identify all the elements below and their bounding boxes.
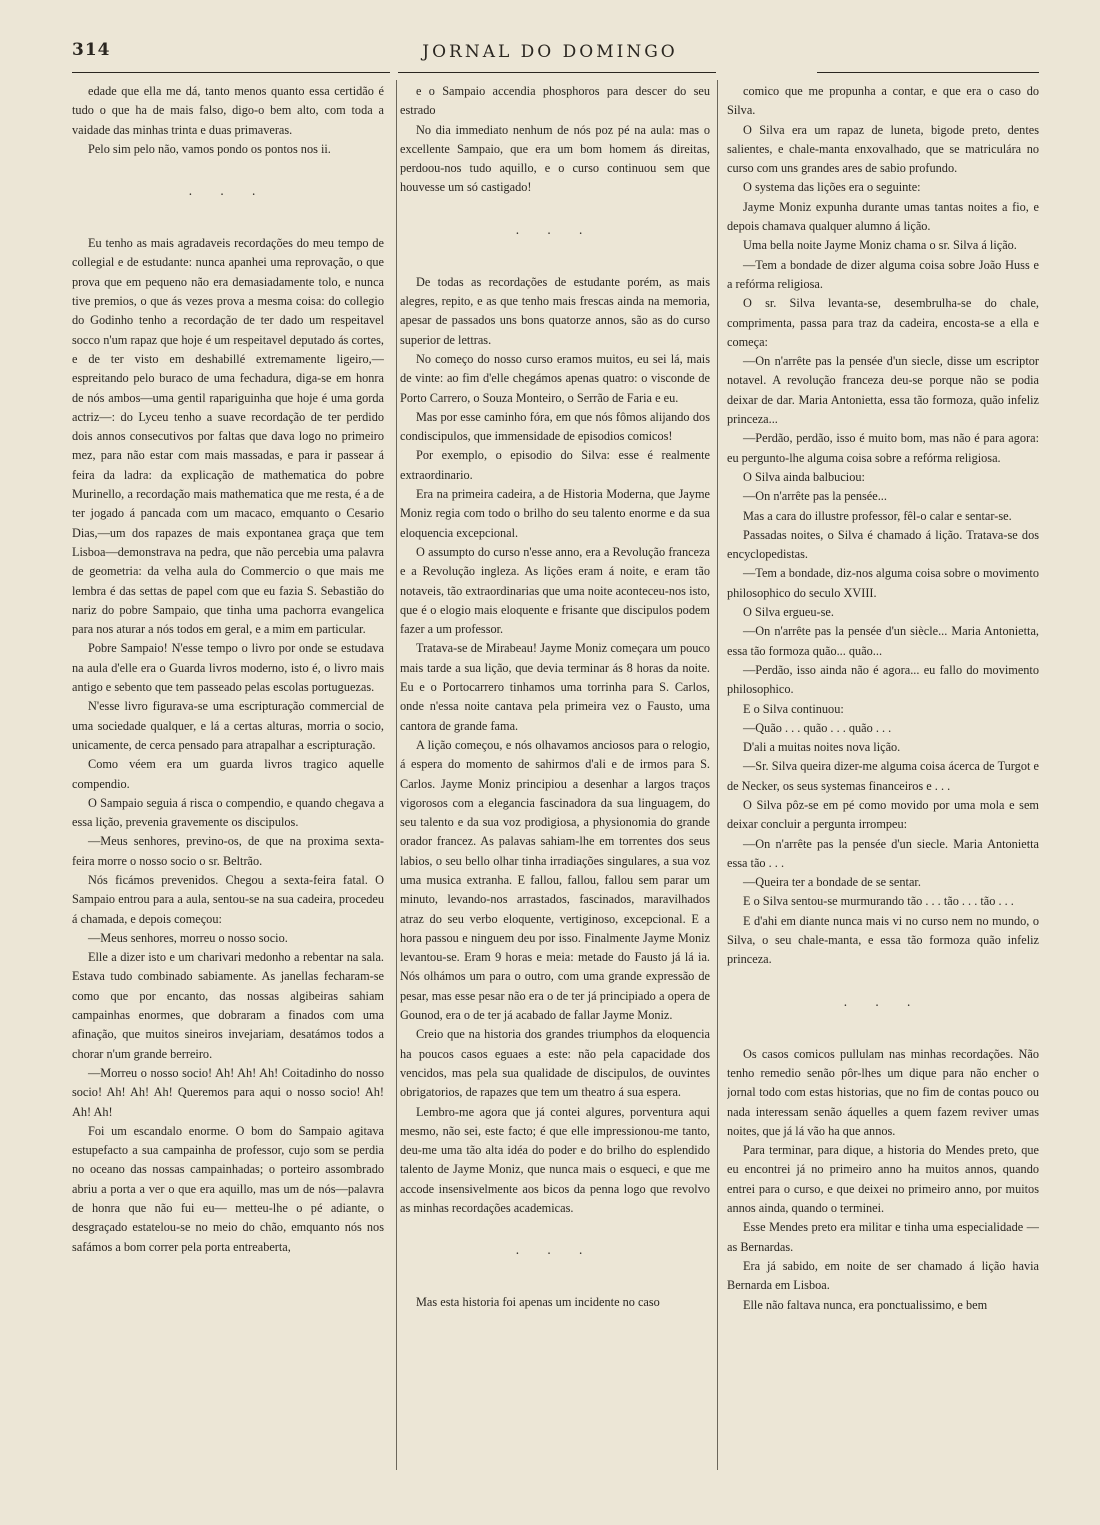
paragraph: Os casos comicos pullulam nas minhas recordações. Não tenho remedio senão pôr-lhes um dique para não encher o jornal todo com estas historias, que no fim de contas pouco ou nada interessam senão áquelles a quem fazem reviver umas noites, que já lá vão ha que annos. <box>727 1046 1039 1138</box>
paragraph: O Sampaio seguia á risca o compendio, e quando chegava a essa lição, prevenia gravemente os discipulos. <box>72 795 384 830</box>
paragraph: —On n'arrête pas la pensée d'un siecle. Maria Antonietta essa tão . . . <box>727 836 1039 870</box>
paragraph: Era já sabido, em noite de ser chamado á lição havia Bernarda em Lisboa. <box>727 1258 1039 1293</box>
paragraph: Elle não faltava nunca, era ponctualissimo, e bem <box>743 1297 988 1312</box>
paragraph: Mas por esse caminho fóra, em que nós fômos alijando dos condiscipulos, que immensidade de episodios comicos! <box>400 409 710 444</box>
paragraph: —Morreu o nosso socio! Ah! Ah! Ah! Coitadinho do nosso socio! Ah! Ah! Ah! Queremos para aqui o nosso socio! Ah! Ah! Ah! <box>72 1065 384 1119</box>
paragraph: O assumpto do curso n'esse anno, era a Revolução franceza e a Revolução ingleza. As lições eram á noite, e eram tão notaveis, tão extraordinarias que uma noite aconteceu-nos isto, que é o elogio mais eloquente e frisante que discipulos podem fazer a um professor. <box>400 544 710 637</box>
paragraph: Nós ficámos prevenidos. Chegou a sexta-feira fatal. O Sampaio entrou para a aula, sentou-se na sua cadeira, procedeu á chamada, e depois começou: <box>72 872 384 926</box>
text-block <box>400 1293 710 1312</box>
paragraph: comico que me propunha a contar, e que era o caso do Silva. <box>727 84 1039 118</box>
paragraph: A lição começou, e nós olhavamos anciosos para o relogio, á espera do momento de sahirmos d'ali e de irmos para S. Carlos. Jayme Moniz principiou a desenhar a largos traços vigorosos com a elegancia fascinadora da sua linguagem, do seu talento e da sua voz prodigiosa, a physionomia do grande orador francez. As palavas sahiam-lhe em torrentes dos seus labios, o seu bello olhar tinha irradiações singulares, a sua voz uma musica extranha. E fallou, fallou, fallou sem parar um minuto, levando-nos arrastados, fascinados, maravilhados atraz do seu verbo eloquente, vertiginoso, excepcional. E a hora passou e ninguem deu por isso. Finalmente Jayme Moniz levantou-se. Eram 9 horas e meia: metade do Fausto já lá ia. Nós olhámos um para o outro, com uma grande expressão de pesar, mas esse pesar não era o de ter já principiado a opera de Gounod, era o de ter já acabado de fallar Jayme Moniz. <box>400 737 710 1023</box>
text-block <box>727 1045 1039 1315</box>
text-block <box>400 273 710 1219</box>
paragraph: —Sr. Silva queira dizer-me alguma coisa ácerca de Turgot e de Necker, os seus systemas financeiros e . . . <box>727 759 1039 793</box>
paragraph: Era na primeira cadeira, a de Historia Moderna, que Jayme Moniz regia com todo o brilho do seu talento enorme e da sua eloquencia excepcional. <box>400 487 710 540</box>
paragraph: —Quão . . . quão . . . quão . . . <box>743 720 892 735</box>
paragraph: Como véem era um guarda livros tragico aquelle compendio. <box>72 757 384 791</box>
paragraph: —On n'arrête pas la pensée d'un siècle... Maria Antonietta, essa tão formoza quão... quão... <box>727 624 1039 658</box>
paragraph: Por exemplo, o episodio do Silva: esse é realmente extraordinario. <box>400 448 710 482</box>
paragraph: O Silva ergueu-se. <box>743 605 834 620</box>
paragraph: D'ali a muitas noites nova lição. <box>743 740 901 755</box>
column-3 <box>727 82 1039 1477</box>
paragraph: Pobre Sampaio! N'esse tempo o livro por onde se estudava na aula d'elle era o Guarda livros moderno, isto é, o livro mais antigo e sebento que tem passeado pelas escolas portuguezas. <box>72 641 384 695</box>
paragraph: Foi um escandalo enorme. O bom do Sampaio agitava estupefacto a sua campainha de professor, cujo som se perdia no oceano das nossas campainhadas; o porteiro assombrado abriu a porta a ver o que era aquillo, mas um de nós—palavra de honra que não fui eu— metteu-lhe o pé adiante, o desgraçado estatelou-se no meio do chão, emquanto nós nos safámos a bom correr pela porta entreaberta, <box>72 1123 384 1254</box>
paragraph: e o Sampaio accendia phosphoros para descer do seu estrado <box>400 84 710 118</box>
paragraph: O Silva pôz-se em pé como movido por uma mola e sem deixar concluir a pergunta irrompeu: <box>727 797 1039 832</box>
paragraph: Lembro-me agora que já contei algures, porventura aqui mesmo, não sei, este facto; é que elle impressionou-me tanto, deu-me uma tão alta idéa do poder e do brilho do esplendido talento de Jayme Moniz, que nunca mais o esqueci, e que me accode insensivelmente aos bicos da penna logo que revolvo as minhas recordações academicas. <box>400 1104 710 1216</box>
paragraph: De todas as recordações de estudante porém, as mais alegres, repito, e as que tenho mais frescas ainda na memoria, apesar de passados uns bons quatorze annos, são as do curso superior de lettras. <box>400 274 710 347</box>
paragraph: Jayme Moniz expunha durante umas tantas noites a fio, e depois chamava qualquer alumno á lição. <box>727 199 1039 234</box>
paragraph: No começo do nosso curso eramos muitos, eu sei lá, mais de vinte: ao fim d'elle chegámos apenas quatro: o visconde de Porto Carrero, o Souza Monteiro, o Serrão de Faria e eu. <box>400 351 710 405</box>
paragraph: O systema das lições era o seguinte: <box>743 180 921 195</box>
paragraph: Para terminar, para dique, a historia do Mendes preto, que eu encontrei já no primeiro anno ha muitos annos, quando entrei para o curso, e que deixei no primeiro anno, por muitos annos ainda, quando o terminei. <box>727 1143 1039 1216</box>
paragraph: —Perdão, isso ainda não é agora... eu fallo do movimento philosophico. <box>727 662 1039 697</box>
column-divider-1 <box>396 80 397 1470</box>
paragraph: Eu tenho as mais agradaveis recordações do meu tempo de collegial e de estudante: nunca apanhei uma reprovação, o que prova que em pequeno não era demasiadamente tolo, e nunca tive premios, o que ás vezes prova a mesma coisa: do collegio do Godinho tenho a recordação de ter dado um respeitavel socco n'um rapaz que hoje é um respeitavel deputado ás cortes, e de ter visto em deshabillé extremamente ligeiro,—espreitando pelo buraco de uma fechadura, diga-se em honra de nós ambos—uma gentil rapariguinha que hoje é uma gorda actriz—: do Lyceu tenho a suave recordação de ter perdido dois annos consecutivos por faltas que dava logo no primeiro mez, para não estar com mais massadas, e para ir passear á feira da ladra: da explicação de mathematica do pobre Murinello, a recordação mais mathematica que me resta, é a de ter jogado á pancada com um macaco, emquanto o Cesario Dias,—um dos rapazes de mais expontanea graça que tem Lisboa—demonstrava na pedra, que não percebia uma palavra de geometria: da velha aula do Commercio o que mais me lembra é das settas de papel com que eu fazia S. Sebastião do nariz do pobre Sampaio, que tinha uma pachorra evangelica para nos aturar a nós todos em geral, e a mim em particular. <box>72 236 384 637</box>
paragraph: —Tem a bondade, diz-nos alguma coisa sobre o movimento philosophico do seculo XVIII. <box>727 566 1039 600</box>
paragraph: E o Silva sentou-se murmurando tão . . . tão . . . tão . . . <box>743 894 1014 909</box>
paragraph: Mas a cara do illustre professor, fêl-o calar e sentar-se. <box>743 508 1012 523</box>
paragraph: Esse Mendes preto era militar e tinha uma especialidade — as Bernardas. <box>727 1220 1039 1254</box>
section-separator: . . . <box>515 1243 595 1258</box>
paragraph: E d'ahi em diante nunca mais vi no curso nem no mundo, o Silva, o seu chale-manta, e essa tão formoza quão infeliz princeza. <box>727 913 1039 967</box>
masthead-title: JORNAL DO DOMINGO <box>422 42 678 62</box>
header-rule-left <box>72 72 390 73</box>
paragraph: —Meus senhores, previno-os, de que na proxima sexta-feira morre o nosso socio o sr. Beltrão. <box>72 834 384 868</box>
paragraph: Mas esta historia foi apenas um incidente no caso <box>416 1295 660 1310</box>
paragraph: —Perdão, perdão, isso é muito bom, mas não é para agora: eu pergunto-lhe alguma coisa sobre a refórma religiosa. <box>727 431 1039 465</box>
column-1 <box>72 82 384 1477</box>
paragraph: Creio que na historia dos grandes triumphos da eloquencia ha poucos casos eguaes a este: não pela capacidade dos vencidos, mas pela sua qualidade de discipulos, de ouvintes obrigatorios, de rapazes que tem um theatro á sua espera. <box>400 1027 710 1100</box>
paragraph: —Tem a bondade de dizer alguma coisa sobre João Huss e a refórma religiosa. <box>727 257 1039 291</box>
paragraph: Elle a dizer isto e um charivari medonho a rebentar na sala. Estava tudo combinado sabiamente. As janellas fecharam-se como que por encanto, das nossas algibeiras sahiam campainhas enormes, que dobraram a finados com uma afinação, que muitos sineiros invejariam, desatámos todos a chorar n'um grande berreiro. <box>72 950 384 1061</box>
column-2 <box>400 82 710 1477</box>
column-divider-2 <box>717 80 718 1470</box>
text-block <box>72 234 384 1257</box>
header-rule-middle <box>398 72 716 73</box>
paragraph: Uma bella noite Jayme Moniz chama o sr. Silva á lição. <box>743 238 1017 253</box>
paragraph: Passadas noites, o Silva é chamado á lição. Tratava-se dos encyclopedistas. <box>727 527 1039 562</box>
section-separator: . . . <box>843 994 923 1009</box>
paragraph: O sr. Silva levanta-se, desembrulha-se do chale, comprimenta, passa para traz da cadeira, encosta-se a ella e começa: <box>727 296 1039 349</box>
header-rule-right <box>817 72 1039 73</box>
paragraph: edade que ella me dá, tanto menos quanto essa certidão é tudo o que ha de mais falso, digo-o bem alto, com toda a vaidade das minhas trinta e duas primaveras. <box>72 84 384 137</box>
paragraph: —Queira ter a bondade de se sentar. <box>743 875 921 890</box>
paragraph: No dia immediato nenhum de nós poz pé na aula: mas o excellente Sampaio, que era um bom homem ás direitas, perdoou-nos tudo aquillo, e o curso continuou sem que houvesse um só castigado! <box>400 122 710 195</box>
paragraph: Pelo sim pelo não, vamos pondo os pontos nos ii. <box>88 141 331 156</box>
paragraph: —On n'arrête pas la pensée... <box>743 489 887 504</box>
page-number: 314 <box>72 40 111 60</box>
paragraph: N'esse livro figurava-se uma escripturação commercial de uma sociedade qualquer, e lá a certas alturas, morria o socio, unicamente, de cerca pensado para atrapalhar a escripturação. <box>72 699 384 752</box>
paragraph: E o Silva continuou: <box>743 701 844 716</box>
paragraph: Tratava-se de Mirabeau! Jayme Moniz começara um pouco mais tarde a sua lição, que devia terminar ás 8 horas da noite. Eu e o Portocarrero tinhamos uma torrinha para S. Carlos, onde n'essa noite cantava pela primeira vez o Fausto, uma cantora de grande fama. <box>400 641 710 733</box>
paragraph: —On n'arrête pas la pensée d'un siecle, disse um escriptor notavel. A revolução franceza deu-se porque não se podia deixar de dar. Maria Antonietta, essa tão formoza, quão infeliz princeza... <box>727 354 1039 427</box>
text-block <box>727 82 1039 970</box>
section-separator: . . . <box>515 222 595 237</box>
paragraph: O Silva ainda balbuciou: <box>743 469 865 484</box>
text-block <box>400 82 710 198</box>
paragraph: —Meus senhores, morreu o nosso socio. <box>88 930 288 945</box>
text-block <box>72 82 384 159</box>
paragraph: O Silva era um rapaz de luneta, bigode preto, dentes salientes, e chale-manta enxovalhado, que se matriculára no curso com uns grandes ares de sabio profundo. <box>727 122 1039 176</box>
section-separator: . . . <box>188 184 268 199</box>
